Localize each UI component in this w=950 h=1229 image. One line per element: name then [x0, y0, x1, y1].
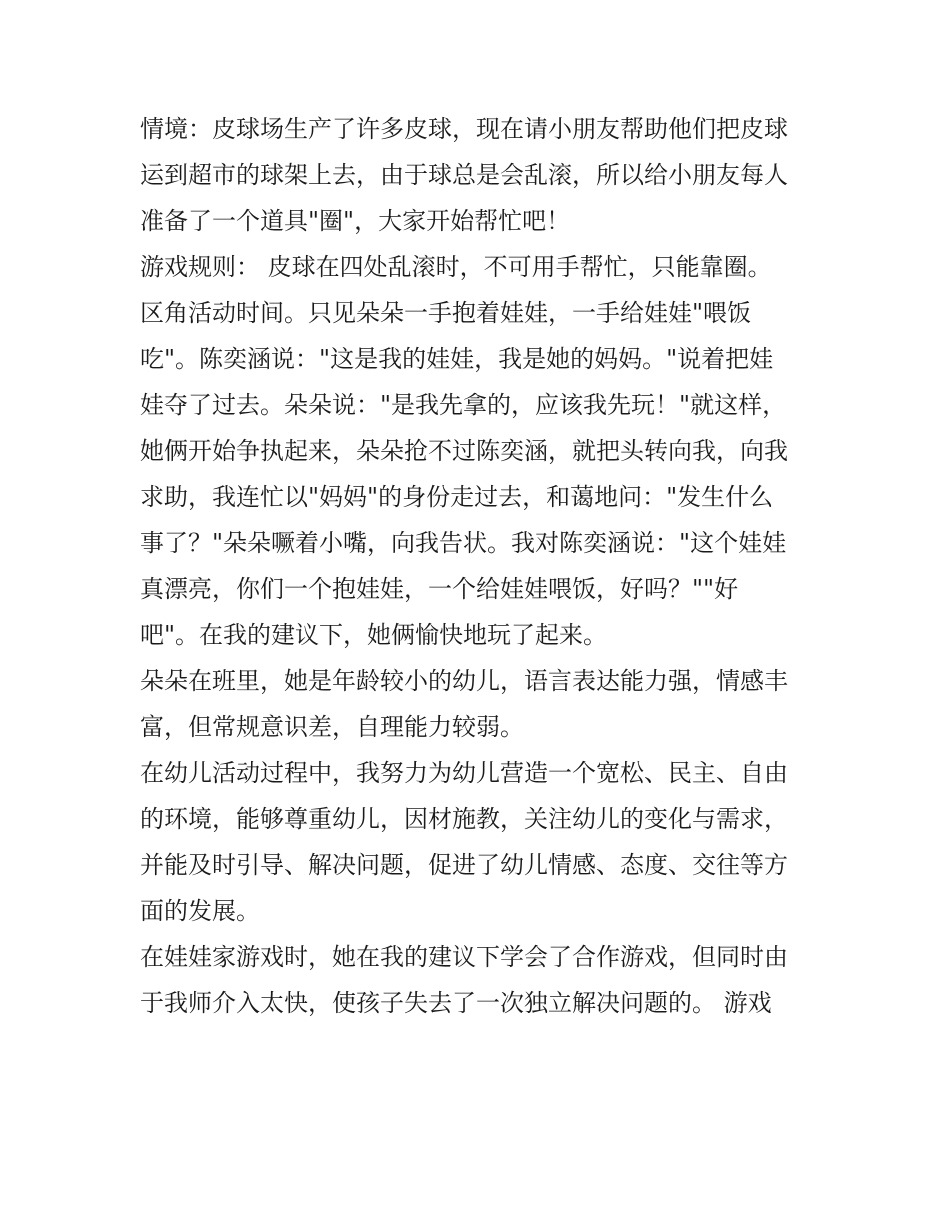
- text-line: 真漂亮，你们一个抱娃娃，一个给娃娃喂饭，好吗？""好: [140, 575, 739, 603]
- text-line: 于我师介入太快，使孩子失去了一次独立解决问题的。 游戏: [140, 989, 772, 1017]
- text-line: 区角活动时间。只见朵朵一手抱着娃娃，一手给娃娃"喂饭: [140, 299, 752, 327]
- text-line: 面的发展。: [140, 897, 260, 925]
- text-line: 在娃娃家游戏时，她在我的建议下学会了合作游戏，但同时由: [140, 943, 788, 971]
- text-line: 在幼儿活动过程中，我努力为幼儿营造一个宽松、民主、自由: [140, 759, 788, 787]
- text-line: 吧"。在我的建议下，她俩愉快地玩了起来。: [140, 621, 608, 649]
- text-line: 娃夺了过去。朵朵说："是我先拿的，应该我先玩！"就这样，: [140, 391, 787, 419]
- text-line: 情境：皮球场生产了许多皮球，现在请小朋友帮助他们把皮球: [140, 115, 788, 143]
- text-line: 事了？"朵朵噘着小嘴，向我告状。我对陈奕涵说："这个娃娃: [140, 529, 787, 557]
- text-line: 朵朵在班里，她是年龄较小的幼儿，语言表达能力强，情感丰: [140, 667, 788, 695]
- document-body: [140, 106, 830, 1026]
- text-line: 准备了一个道具"圈"，大家开始帮忙吧！: [140, 207, 571, 235]
- text-line: 她俩开始争执起来，朵朵抢不过陈奕涵，就把头转向我，向我: [140, 437, 788, 465]
- text-line: 并能及时引导、解决问题，促进了幼儿情感、态度、交往等方: [140, 851, 788, 879]
- text-line: 求助，我连忙以"妈妈"的身份走过去，和蔼地问："发生什么: [140, 483, 774, 511]
- text-line: 运到超市的球架上去，由于球总是会乱滚，所以给小朋友每人: [140, 161, 788, 189]
- text-line: 游戏规则： 皮球在四处乱滚时，不可用手帮忙，只能靠圈。: [140, 253, 772, 281]
- text-line: 的环境，能够尊重幼儿，因材施教，关注幼儿的变化与需求，: [140, 805, 788, 833]
- text-line: 吃"。陈奕涵说："这是我的娃娃，我是她的妈妈。"说着把娃: [140, 345, 774, 373]
- text-line: 富，但常规意识差，自理能力较弱。: [140, 713, 524, 741]
